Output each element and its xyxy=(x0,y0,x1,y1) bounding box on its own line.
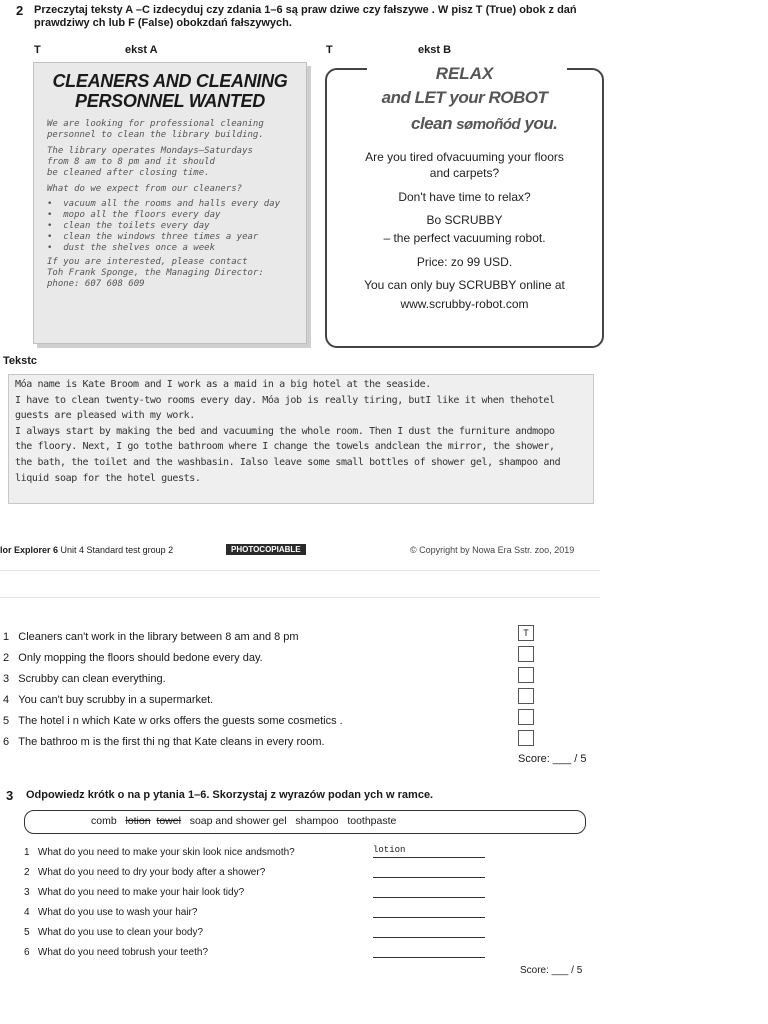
statement-row xyxy=(3,715,343,727)
bullet-icon: • xyxy=(47,199,64,209)
list-item-text: dust the shelves once a week xyxy=(63,243,215,253)
text-c-line: I always start by making the bed and vacuuming the whole room. Then I dust the furniture andmopo xyxy=(15,425,555,437)
text-a-line: be cleaned after closing time. xyxy=(47,168,210,178)
list-item-text: clean the windows three times a year xyxy=(63,232,259,242)
text-a-contact: Toh Frank Sponge, the Managing Director: xyxy=(47,268,264,278)
text-b-url: www.scrubby-robot.com xyxy=(400,297,529,311)
statement-row xyxy=(3,694,213,706)
question-row xyxy=(24,907,197,918)
page-footer xyxy=(0,545,173,555)
word-item: toothpaste xyxy=(347,815,397,827)
exercise-2-number: 2 xyxy=(16,3,24,18)
list-item xyxy=(47,232,298,243)
bullet-icon: • xyxy=(47,243,64,253)
text-c-line: I have to clean twenty-two rooms every day. Móa job is really tiring, butI like it when thehotel xyxy=(15,394,555,406)
question-number: 6 xyxy=(24,947,30,958)
list-item xyxy=(47,221,298,232)
list-item xyxy=(47,199,298,210)
statement-text: Cleaners can't work in the library between 8 am and 8 pm xyxy=(18,631,299,643)
photocopiable-badge: PHOTOCOPIABLE xyxy=(226,544,306,555)
answer-box[interactable] xyxy=(518,730,534,746)
answer-box[interactable] xyxy=(518,646,534,662)
question-row xyxy=(24,947,208,958)
question-text: What do you use to clean your body? xyxy=(37,927,204,938)
question-number: 3 xyxy=(24,887,30,898)
word-item: shampoo xyxy=(295,815,339,827)
statement-number: 4 xyxy=(3,694,10,706)
text-a-title-line1: CLEANERS AND CLEANING xyxy=(52,71,288,91)
word-item: comb xyxy=(91,815,117,827)
text-c-line: the bath, the toilet and the washbasin. Ialso leave some small bottles of shower gel, shampoo and xyxy=(15,456,561,468)
question-number: 4 xyxy=(24,907,30,918)
question-number: 5 xyxy=(24,927,30,938)
exercise-2-instruction xyxy=(34,4,634,30)
divider xyxy=(0,597,600,598)
exercise-3-number: 3 xyxy=(6,788,14,803)
footer-series: lor Explorer 6 xyxy=(0,545,59,555)
question-row xyxy=(24,867,265,878)
word-item: soap and shower gel xyxy=(189,815,287,827)
text-a-title-line2: PERSONNEL WANTED xyxy=(75,91,265,111)
text-a-contact: If you are interested, please contact xyxy=(47,257,248,267)
text-c-line: the floory. Next, I go tothe bathroom where I change the towels andclean the mirror, the shower, xyxy=(15,441,555,453)
question-number: 2 xyxy=(24,867,30,878)
exercise-3-score: Score: ___ / 5 xyxy=(520,965,583,976)
word-item: lotion xyxy=(125,815,151,827)
question-row xyxy=(24,847,295,858)
statement-text: The bathroo m is the first thi ng that Kate cleans in every room. xyxy=(18,736,325,748)
text-c-line: guests are pleased with my work. xyxy=(15,410,195,422)
bullet-icon: • xyxy=(47,221,64,231)
slogan-word: sømoñód xyxy=(456,116,521,133)
text-a-line: We are looking for professional cleaning xyxy=(47,119,264,129)
text-b-robot: and LET your ROBOT xyxy=(381,88,548,107)
text-b-question1b: and carpets? xyxy=(429,166,500,180)
answer-field[interactable]: lotion xyxy=(373,845,485,858)
text-b-question2: Don't have time to relax? xyxy=(398,190,531,204)
question-text: What do you need tobrush your teeth? xyxy=(37,947,209,958)
text-a-contact: phone: 607 608 609 xyxy=(47,279,145,289)
question-text: What do you use to wash your hair? xyxy=(37,907,198,918)
text-a-line: personnel to clean the library building. xyxy=(47,130,264,140)
text-c-line: liquid soap for the hotel guests. xyxy=(15,472,201,484)
statement-text: The hotel i n which Kate w orks offers the guests some cosmetics . xyxy=(18,715,343,727)
answer-field[interactable] xyxy=(373,925,485,938)
text-b-slogan xyxy=(411,114,557,134)
statement-text: You can't buy scrubby in a supermarket. xyxy=(18,694,214,706)
statement-number: 5 xyxy=(3,715,10,727)
instruction-line: prawdziwy ch lub F (False) obokzdań fałszywych. xyxy=(34,17,292,29)
slogan-word: you. xyxy=(524,114,558,133)
statement-number: 6 xyxy=(3,736,10,748)
list-item xyxy=(47,243,298,254)
question-text: What do you need to make your skin look nice andsmoth? xyxy=(37,847,295,858)
statement-number: 3 xyxy=(3,673,10,685)
exercise-3-instruction: Odpowiedz krótk o na p ytania 1–6. Skorzystaj z wyrazów podan ych w ramce. xyxy=(26,789,434,801)
answer-box[interactable]: T xyxy=(518,625,534,641)
statement-text: Scrubby can clean everything. xyxy=(18,673,166,685)
text-b-question1: Are you tired ofvacuuming your floors xyxy=(365,150,564,164)
text-a-advert xyxy=(33,62,307,344)
statement-row xyxy=(3,673,166,685)
answer-field[interactable] xyxy=(373,865,485,878)
text-a-line: The library operates Mondays–Saturdays xyxy=(47,146,253,156)
statement-number: 1 xyxy=(3,631,10,643)
list-item-text: clean the toilets every day xyxy=(63,221,210,231)
footer-unit: Unit 4 Standard test group 2 xyxy=(58,545,174,555)
question-row xyxy=(24,887,244,898)
instruction-line: Przeczytaj teksty A –C izdecyduj czy zdania 1–6 są praw dziwe czy fałszywe . W pisz T (True) obok z dań xyxy=(34,4,577,16)
text-b-buy: Bo SCRUBBY xyxy=(426,213,503,227)
duties-list xyxy=(47,199,298,254)
text-b-tagline: – the perfect vacuuming robot. xyxy=(383,231,546,245)
question-text: What do you need to make your hair look tidy? xyxy=(37,887,245,898)
text-b-advert xyxy=(325,64,604,348)
text-a-line: from 8 am to 8 pm and it should xyxy=(47,157,215,167)
text-b-heading: ekst B xyxy=(418,44,452,56)
answer-field[interactable] xyxy=(373,885,485,898)
question-text: What do you need to dry your body after a shower? xyxy=(37,867,266,878)
text-b-price: Price: zo 99 USD. xyxy=(416,255,513,269)
text-b-letter: T xyxy=(326,44,333,56)
word-item: towel xyxy=(156,815,181,827)
list-item xyxy=(47,210,298,221)
text-c-heading: Tekstc xyxy=(3,355,38,367)
text-a-letter: T xyxy=(34,44,41,56)
answer-field[interactable] xyxy=(373,905,485,918)
statement-row xyxy=(3,652,263,664)
question-number: 1 xyxy=(24,847,30,858)
bullet-icon: • xyxy=(47,232,64,242)
slogan-word: clean xyxy=(411,114,452,133)
text-b-relax: RELAX xyxy=(435,64,494,83)
text-b-online: You can only buy SCRUBBY online at xyxy=(364,278,565,292)
text-a-heading: ekst A xyxy=(125,44,158,56)
answer-box[interactable] xyxy=(518,709,534,725)
exercise-2-score: Score: ___ / 5 xyxy=(518,753,587,765)
list-item-text: vacuum all the rooms and halls every day xyxy=(63,199,281,209)
answer-field[interactable] xyxy=(373,945,485,958)
divider xyxy=(0,570,600,571)
word-box xyxy=(24,810,586,834)
list-item-text: mopo all the floors every day xyxy=(63,210,221,220)
answer-box[interactable] xyxy=(518,688,534,704)
text-c-line: Móa name is Kate Broom and I work as a maid in a big hotel at the seaside. xyxy=(15,379,431,390)
statement-row xyxy=(3,631,299,643)
copyright: © Copyright by Nowa Era Sstr. zoo, 2019 xyxy=(410,545,575,555)
statement-text: Only mopping the floors should bedone every day. xyxy=(18,652,263,664)
text-a-line: What do we expect from our cleaners? xyxy=(47,184,243,194)
statement-row xyxy=(3,736,325,748)
statement-number: 2 xyxy=(3,652,10,664)
question-row xyxy=(24,927,203,938)
bullet-icon: • xyxy=(47,210,64,220)
answer-box[interactable] xyxy=(518,667,534,683)
text-c-passage xyxy=(8,374,594,504)
